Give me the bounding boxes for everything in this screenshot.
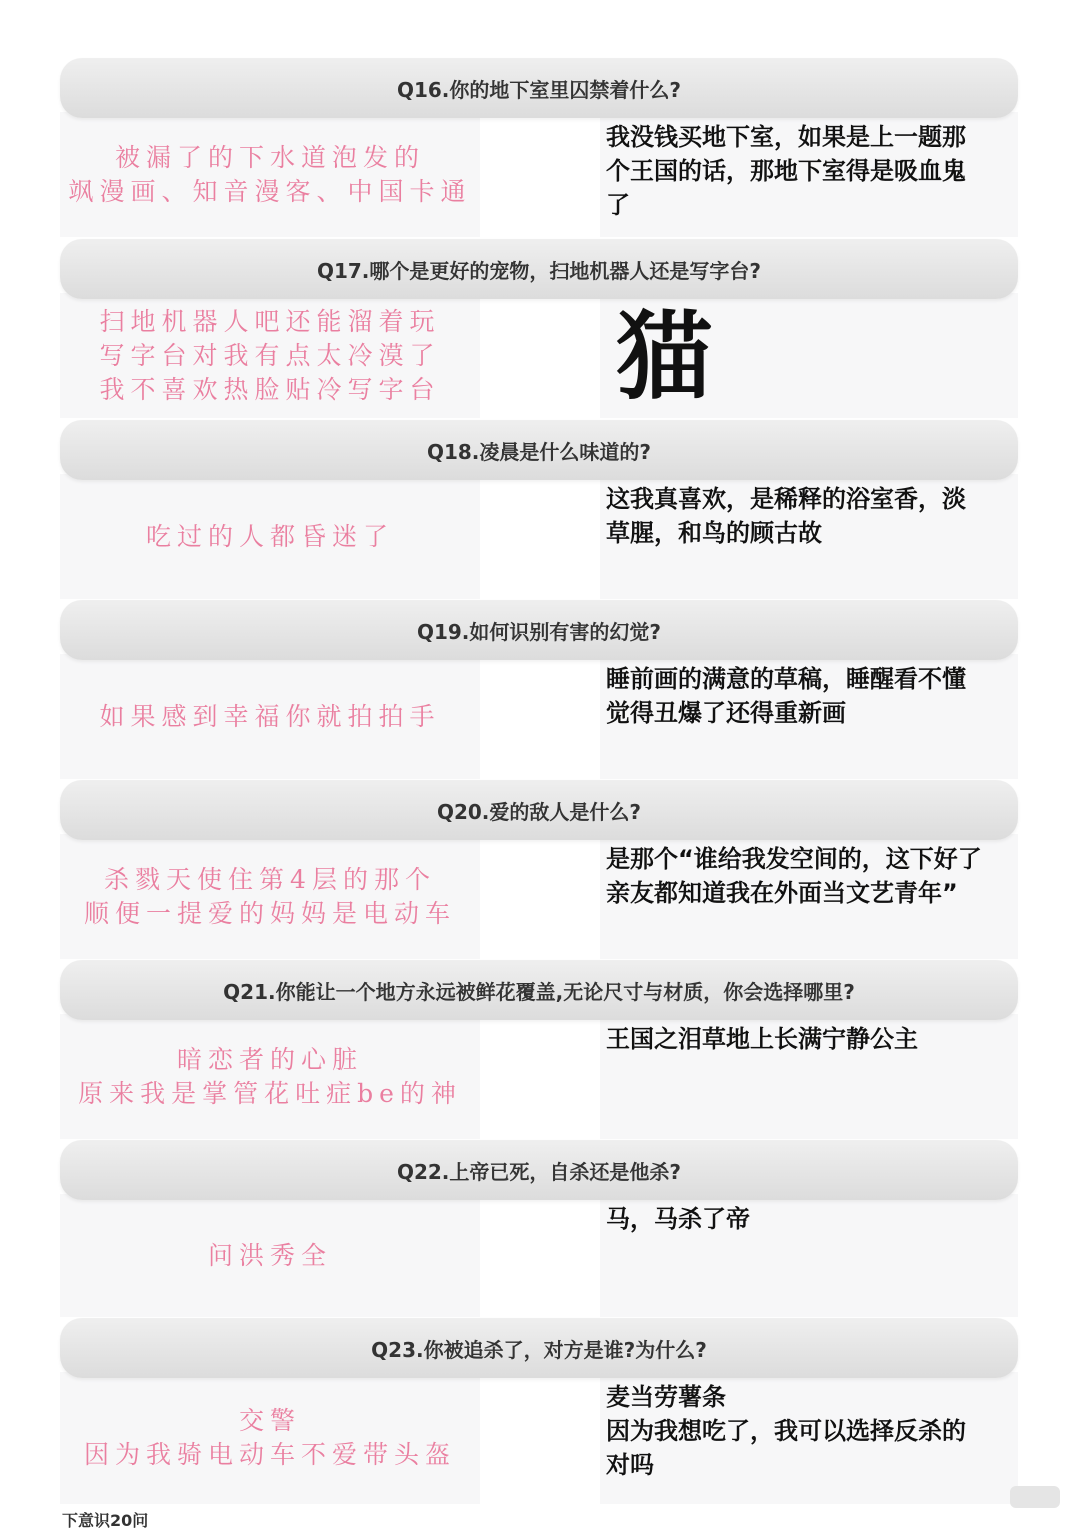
qa-block-q22 (60, 1140, 1018, 1318)
question-header: Q21.你能让一个地方永远被鲜花覆盖,无论尺寸与材质，你会选择哪里? (60, 960, 1018, 1020)
typed-answer: 这我真喜欢，是稀释的浴室香，淡 草腥，和鸟的顾古故 (606, 485, 966, 547)
handwritten-answer: 吃过的人都昏迷了 (145, 521, 394, 551)
typed-answer: 马，马杀了帝 (606, 1205, 750, 1233)
typed-answer-panel (600, 834, 1018, 959)
question-header: Q20.爱的敌人是什么? (60, 780, 1018, 840)
handwritten-answer-panel (60, 1194, 480, 1317)
answers-row (60, 834, 1018, 959)
handwritten-answer-panel (60, 1372, 480, 1504)
answers-row (60, 1194, 1018, 1317)
handwritten-answer: 被漏了的下水道泡发的 飒漫画、知音漫客、中国卡通 (68, 142, 472, 206)
handwritten-answer-panel (60, 654, 480, 779)
handwritten-answer-panel (60, 474, 480, 599)
handwritten-answer-panel (60, 112, 480, 237)
handwritten-answer: 扫地机器人吧还能溜着玩 写字台对我有点太冷漠了 我不喜欢热脸贴冷写字台 (99, 306, 441, 404)
handwritten-answer: 暗恋者的心脏 原来我是掌管花吐症be的神 (78, 1044, 462, 1108)
typed-answer-panel (600, 1372, 1018, 1504)
typed-answer: 我没钱买地下室，如果是上一题那 个王国的话，那地下室得是吸血鬼 了 (606, 123, 966, 219)
typed-answer: 王国之泪草地上长满宁静公主 (606, 1025, 918, 1053)
answers-row (60, 474, 1018, 599)
qa-block-q19 (60, 600, 1018, 780)
handwritten-answer: 交警 因为我骑电动车不爱带头盔 (83, 1406, 456, 1469)
qa-sheet (60, 58, 1018, 1504)
handwritten-answer-panel (60, 293, 480, 418)
handwritten-answer-panel (60, 1014, 480, 1139)
question-header: Q23.你被追杀了，对方是谁?为什么? (60, 1318, 1018, 1378)
handwritten-answer-panel (60, 834, 480, 959)
footer-note: 下意识20问 (62, 1511, 149, 1530)
question-header: Q22.上帝已死，自杀还是他杀? (60, 1140, 1018, 1200)
typed-answer-panel (600, 112, 1018, 237)
watermark-badge (1010, 1486, 1060, 1508)
answers-row (60, 293, 1018, 418)
typed-answer: 猫 (616, 301, 712, 413)
qa-block-q20 (60, 780, 1018, 960)
qa-block-q17 (60, 239, 1018, 420)
typed-answer-panel (600, 474, 1018, 599)
typed-answer: 是那个“谁给我发空间的，这下好了 亲友都知道我在外面当文艺青年” (606, 845, 982, 907)
handwritten-answer: 问洪秀全 (207, 1240, 332, 1270)
typed-answer: 睡前画的满意的草稿，睡醒看不懂 觉得丑爆了还得重新画 (606, 665, 966, 727)
typed-answer-panel (600, 1194, 1018, 1317)
typed-answer-panel (600, 654, 1018, 779)
typed-answer-panel (600, 1014, 1018, 1139)
question-header: Q18.凌晨是什么味道的? (60, 420, 1018, 480)
answers-row (60, 1014, 1018, 1139)
answers-row (60, 654, 1018, 779)
typed-answer: 麦当劳薯条 因为我想吃了，我可以选择反杀的 对吗 (606, 1383, 966, 1479)
question-header: Q19.如何识别有害的幻觉? (60, 600, 1018, 660)
typed-answer-panel (600, 293, 1018, 418)
qa-block-q16 (60, 58, 1018, 239)
handwritten-answer: 如果感到幸福你就拍拍手 (99, 701, 441, 731)
answers-row (60, 112, 1018, 237)
question-header: Q16.你的地下室里囚禁着什么? (60, 58, 1018, 118)
question-header: Q17.哪个是更好的宠物，扫地机器人还是写字台? (60, 239, 1018, 299)
qa-block-q18 (60, 420, 1018, 600)
handwritten-answer: 杀戮天使住第4层的那个 顺便一提爱的妈妈是电动车 (83, 864, 456, 928)
qa-block-q21 (60, 960, 1018, 1140)
qa-block-q23 (60, 1318, 1018, 1504)
answers-row (60, 1372, 1018, 1504)
